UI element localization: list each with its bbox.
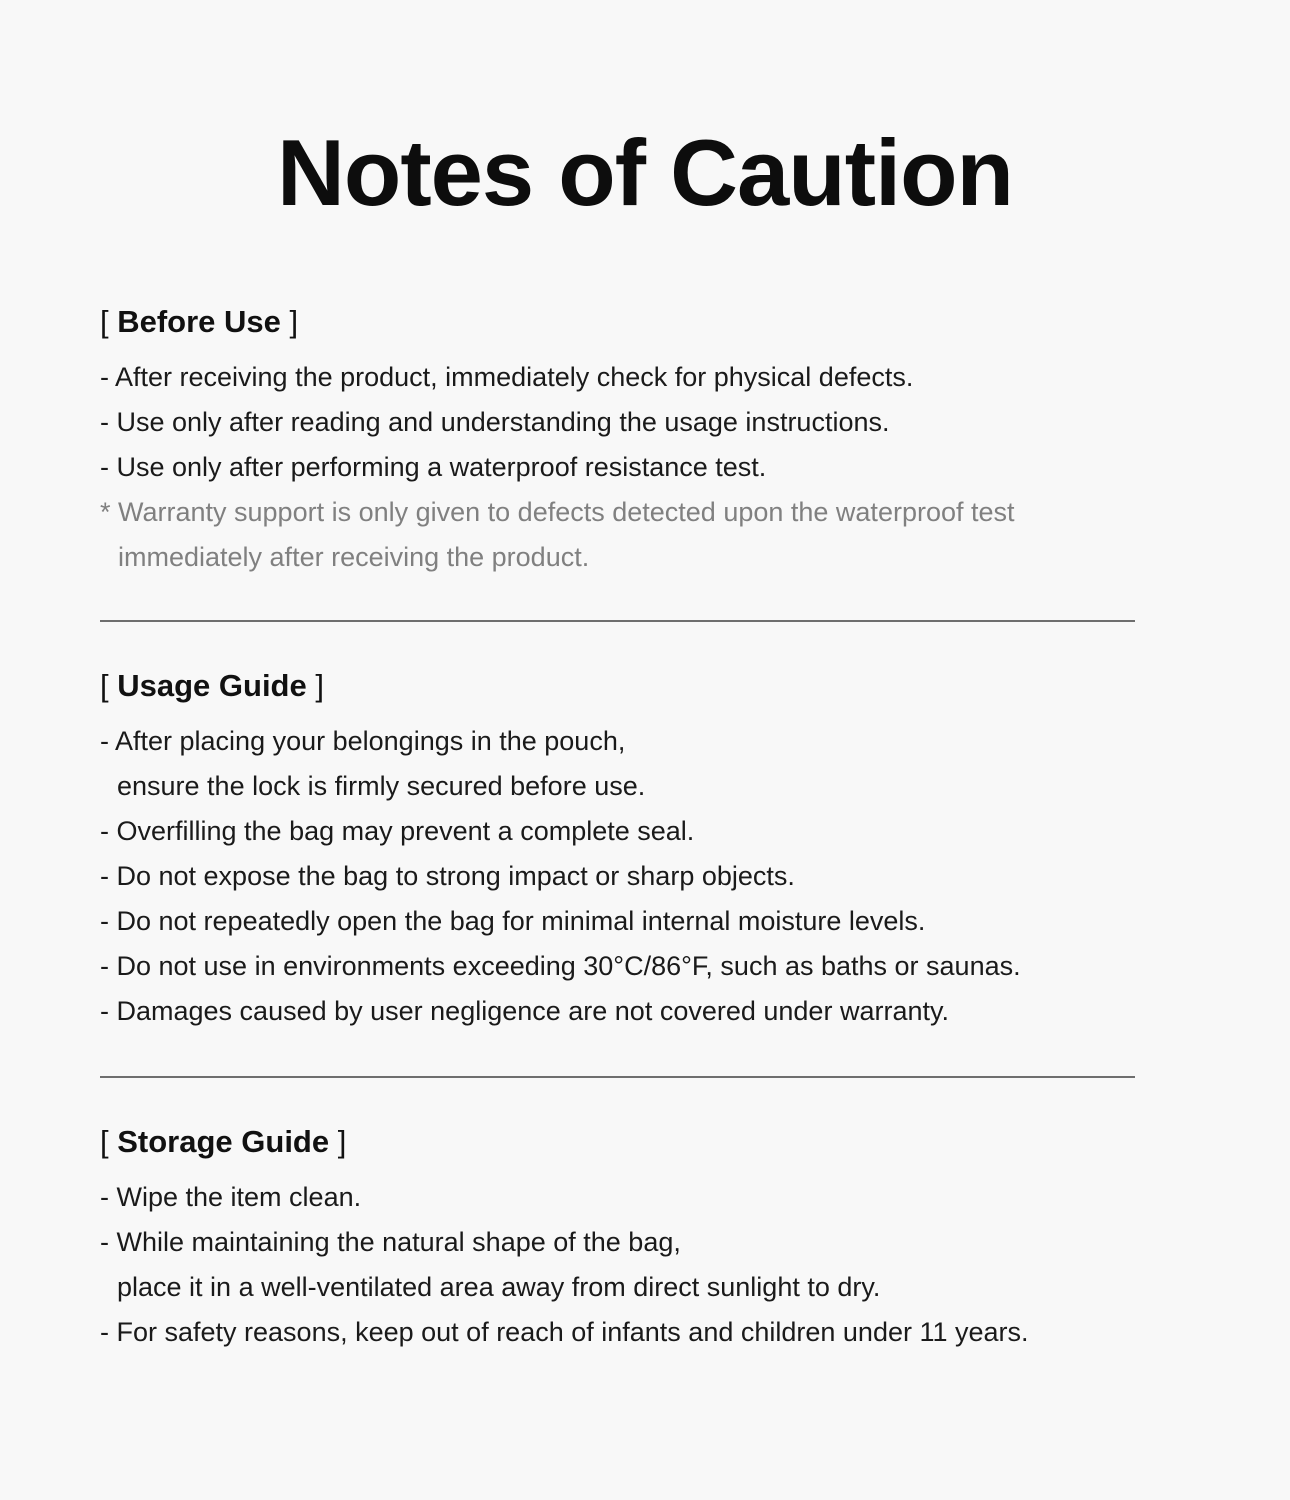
list-item-text-continuation: place it in a well-ventilated area away from direct sunlight to dry. [117,1272,881,1302]
note-text-continuation: immediately after receiving the product. [118,542,590,572]
section-divider [100,1076,1135,1078]
list-item-text: - After placing your belongings in the pouch, [100,726,626,756]
list-item-text: - While maintaining the natural shape of the bag, [100,1227,681,1257]
list-item [100,809,1140,854]
list-item [100,854,1140,899]
list-item-text: - For safety reasons, keep out of reach of infants and children under 11 years. [100,1317,1029,1347]
list-item [100,1220,1140,1310]
list-item [100,989,1140,1034]
list-item [100,899,1140,944]
section-heading [100,666,1140,706]
list-item-text: - Damages caused by user negligence are not covered under warranty. [100,996,949,1026]
section-heading [100,302,1140,342]
bracket-open: [ [100,1124,118,1159]
list-item [100,1310,1140,1355]
list-item [100,400,1140,445]
section-before-use [100,302,1140,580]
caution-list [100,1175,1140,1355]
section-storage-guide [100,1122,1140,1355]
list-item [100,445,1140,490]
list-item [100,719,1140,809]
note-text: * Warranty support is only given to defects detected upon the waterproof test [100,497,1015,527]
section-heading-label: Before Use [117,304,281,339]
list-item-text: - Do not repeatedly open the bag for minimal internal moisture levels. [100,906,926,936]
section-heading [100,1122,1140,1162]
bracket-close: ] [306,668,324,703]
list-item [100,1175,1140,1220]
bracket-close: ] [280,304,299,339]
page-title: Notes of Caution [277,120,1013,225]
caution-list [100,355,1140,580]
list-item-text: - Use only after performing a waterproof resistance test. [100,452,767,482]
bracket-open: [ [100,668,118,703]
list-item-text: - Overfilling the bag may prevent a complete seal. [100,816,695,846]
list-item-text: - Do not use in environments exceeding 30°C/86°F, such as baths or saunas. [100,951,1021,981]
section-divider [100,620,1135,622]
list-item-text: - Wipe the item clean. [100,1182,362,1212]
section-usage-guide [100,666,1140,1034]
bracket-open: [ [100,304,118,339]
caution-list [100,719,1140,1034]
list-item-text: - After receiving the product, immediately check for physical defects. [100,362,914,392]
list-item [100,944,1140,989]
list-item-text-continuation: ensure the lock is firmly secured before use. [117,771,646,801]
section-heading-label: Storage Guide [117,1124,330,1159]
warranty-note [100,490,1140,580]
list-item-text: - Use only after reading and understanding the usage instructions. [100,407,890,437]
list-item-text: - Do not expose the bag to strong impact or sharp objects. [100,861,795,891]
list-item [100,355,1140,400]
section-heading-label: Usage Guide [117,668,307,703]
bracket-close: ] [329,1124,347,1159]
